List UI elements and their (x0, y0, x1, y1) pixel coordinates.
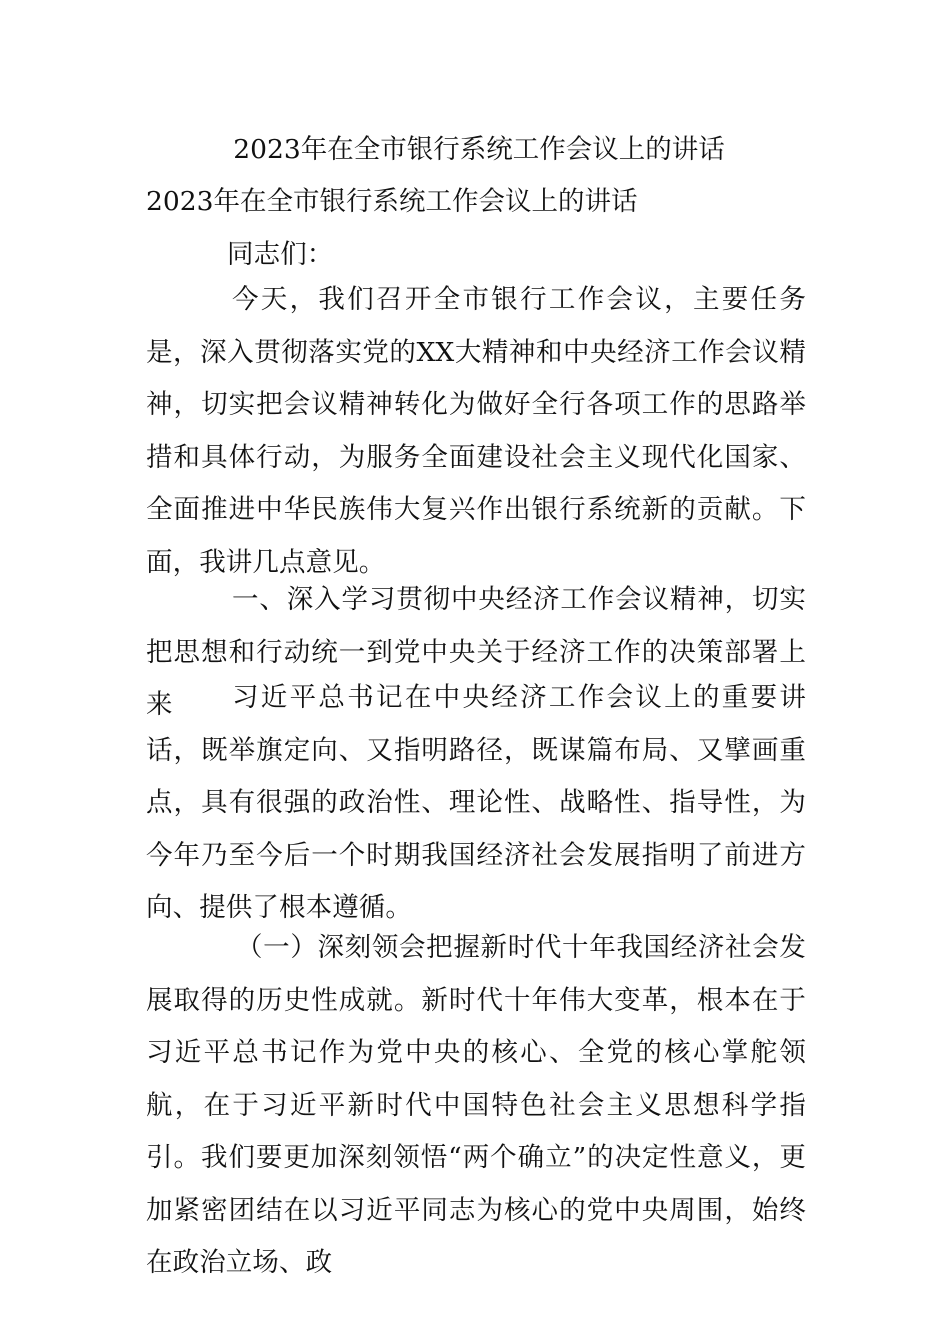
paragraph-speech-importance: 习近平总书记在中央经济工作会议上的重要讲话，既举旗定向、又指明路径，既谋篇布局、又擘画重点，具有很强的政治性、理论性、战略性、指导性，为今年乃至今后一个时期我国经济社会发展指明了前进方向、提供了根本遵循。 (146, 682, 806, 923)
document-title: 2023年在全市银行系统工作会议上的讲话 (233, 134, 725, 165)
document-subtitle: 2023年在全市银行系统工作会议上的讲话 (146, 186, 638, 217)
salutation: 同志们： (227, 239, 334, 270)
section-heading-1: 一、深入学习贯彻中央经济工作会议精神，切实把思想和行动统一到党中央关于经济工作的决策部署上来 (146, 584, 806, 720)
subsection-1: （一）深刻领会把握新时代十年我国经济社会发展取得的历史性成就。新时代十年伟大变革，根本在于习近平总书记作为党中央的核心、全党的核心掌舵领航，在于习近平新时代中国特色社会主义思想科学指引。我们要更加深刻领悟“两个确立”的决定性意义，更加紧密团结在以习近平同志为核心的党中央周围，始终在政治立场、政 (146, 932, 806, 1278)
paragraph-intro: 今天，我们召开全市银行工作会议，主要任务是，深入贯彻落实党的XX大精神和中央经济工作会议精神，切实把会议精神转化为做好全行各项工作的思路举措和具体行动，为服务全面建设社会主义现代化国家、全面推进中华民族伟大复兴作出银行系统新的贡献。下面，我讲几点意见。 (146, 284, 806, 578)
